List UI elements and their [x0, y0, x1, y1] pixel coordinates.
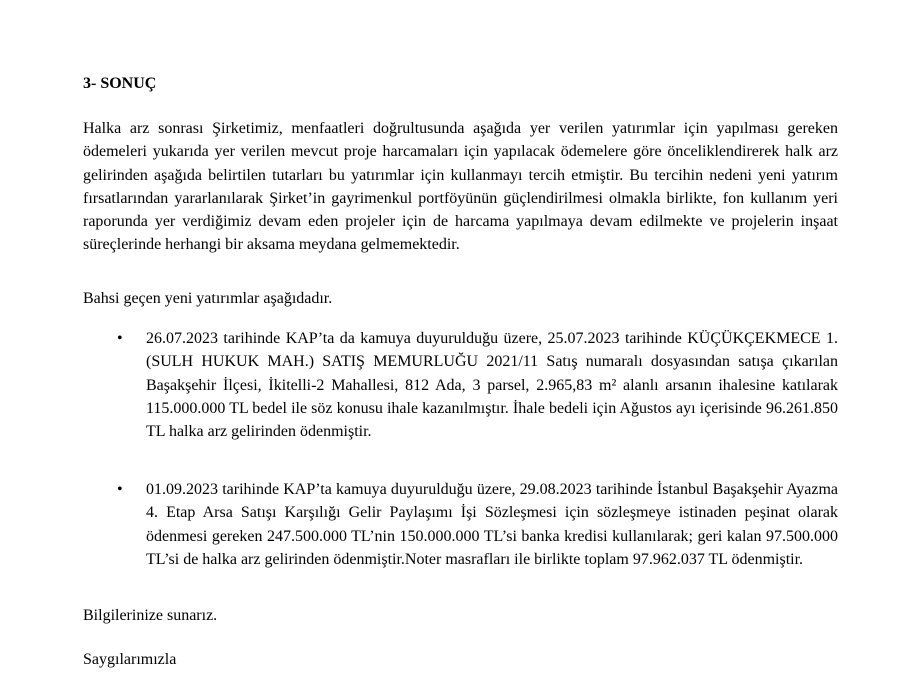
list-item: [117, 478, 838, 571]
intro-paragraph: Halka arz sonrası Şirketimiz, menfaatleri doğrultusunda aşağıda yer verilen yatırımlar için yapılması gereken ödemeleri yukarıda yer verilen mevcut proje harcamaları için yapılacak ödemelere göre önceliklendirerek halk arz gelirinden aşağıda belirtilen tutarları bu yatırımlar için kullanmayı tercih etmiştir. Bu tercihin nedeni yeni yatırım fırsatlarından yararlanılarak Şirket’in gayrimenkul portföyünün güçlendirilmesi olmakla birlikte, fon kullanım yeri raporunda yer verdiğimiz devam eden projeler için de harcama yapılmaya devam edilmekte ve projelerin inşaat süreçlerinde herhangi bir aksama meydana gelmemektedir.: [83, 120, 838, 254]
closing-line: Bilgilerinize sunarız.: [83, 607, 218, 624]
list-item: [117, 327, 838, 443]
bullet-icon: •: [117, 481, 123, 498]
signature-salutation: Saygılarımızla: [83, 651, 177, 668]
bullet-icon: •: [117, 330, 123, 347]
list-item-text: 01.09.2023 tarihinde KAP’ta kamuya duyurulduğu üzere, 29.08.2023 tarihinde İstanbul Başakşehir Ayazma 4. Etap Arsa Satışı Karşılığı Gelir Paylaşımı İşi Sözleşmesi için sözleşmeye istinaden peşinat olarak ödenmesi gereken 247.500.000 TL’nin 150.000.000 TL’si banka kredisi kullanılarak; geri kalan 97.500.000 TL’si de halka arz gelirinden ödenmiştir.Noter masrafları ile birlikte toplam 97.962.037 TL ödenmiştir.: [146, 481, 838, 568]
lead-paragraph: Bahsi geçen yeni yatırımlar aşağıdadır.: [83, 290, 333, 307]
section-heading: 3- SONUÇ: [83, 75, 157, 92]
list-item-text: 26.07.2023 tarihinde KAP’ta da kamuya duyurulduğu üzere, 25.07.2023 tarihinde KÜÇÜKÇEKMECE 1. (SULH HUKUK MAH.) SATIŞ MEMURLUĞU 2021/11 Satış numaralı dosyasından satışa çıkarılan Başakşehir İlçesi, İkitelli-2 Mahallesi, 812 Ada, 3 parsel, 2.965,83 m² alanlı arsanın ihalesine katılarak 115.000.000 TL bedel ile söz konusu ihale kazanılmıştır. İhale bedeli için Ağustos ayı içerisinde 96.261.850 TL halka arz gelirinden ödenmiştir.: [146, 330, 838, 441]
